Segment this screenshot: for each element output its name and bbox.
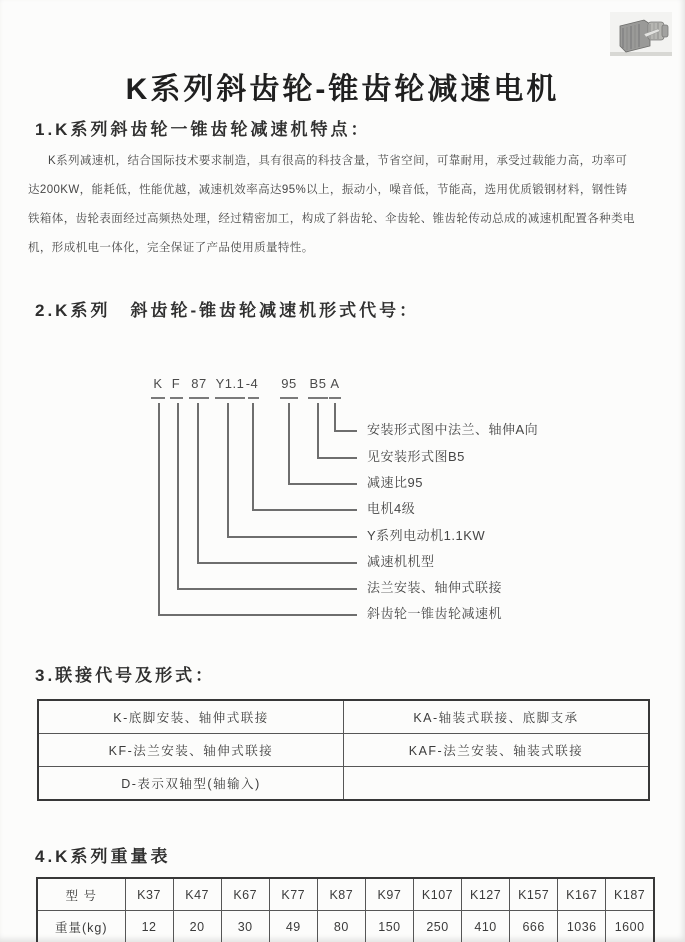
code-part-B5: B5 bbox=[309, 376, 327, 391]
leader-line bbox=[197, 562, 357, 564]
connection-cell: KF-法兰安装、轴伸式联接 bbox=[38, 734, 344, 767]
header-cell: K107 bbox=[413, 878, 461, 911]
weight-table bbox=[36, 877, 655, 942]
header-cell: K77 bbox=[269, 878, 317, 911]
header-cell: K97 bbox=[365, 878, 413, 911]
row-label-cell: 重量(kg) bbox=[37, 911, 125, 942]
leader-line bbox=[227, 403, 229, 536]
code-part-A: A bbox=[330, 376, 340, 391]
leader-line bbox=[158, 614, 357, 616]
callout-ratio-95: 减速比95 bbox=[367, 475, 423, 490]
connection-cell: K-底脚安装、轴伸式联接 bbox=[38, 700, 344, 734]
leader-line bbox=[317, 457, 357, 459]
callout-flange-mount: 法兰安装、轴伸式联接 bbox=[367, 580, 503, 595]
code-part-4: -4 bbox=[245, 376, 259, 391]
callout-motor-power: Y系列电动机1.1KW bbox=[367, 528, 486, 543]
header-cell: K127 bbox=[462, 878, 510, 911]
features-paragraph-line: 达200KW，能耗低，性能优越，减速机效率高达95%以上，振动小，噪音低，节能高，选用优质锻钢材料，钢性铸 bbox=[28, 184, 628, 196]
underline bbox=[170, 397, 183, 399]
weight-cell: 20 bbox=[173, 911, 221, 942]
header-cell: K187 bbox=[606, 878, 654, 911]
table-row bbox=[38, 767, 649, 801]
underline bbox=[151, 397, 165, 399]
leader-line bbox=[252, 403, 254, 509]
leader-line bbox=[177, 588, 357, 590]
leader-line bbox=[288, 403, 290, 483]
features-paragraph-line: 铁箱体，齿轮表面经过高频热处理，经过精密加工，构成了斜齿轮、伞齿轮、锥齿轮传动总成的减速机配置各种类电 bbox=[28, 213, 635, 225]
callout-motor-poles: 电机4级 bbox=[367, 501, 416, 516]
weight-cell: 250 bbox=[413, 911, 461, 942]
features-paragraph-line: 机，形成机电一体化，完全保证了产品使用质量特性。 bbox=[28, 242, 314, 254]
callout-mounting-flange-A: 安装形式图中法兰、轴伸A向 bbox=[367, 422, 539, 437]
header-cell: K47 bbox=[173, 878, 221, 911]
connection-cell bbox=[344, 767, 650, 801]
leader-line bbox=[158, 403, 160, 614]
weight-cell: 80 bbox=[317, 911, 365, 942]
code-part-F: F bbox=[171, 376, 181, 391]
weight-cell: 1036 bbox=[558, 911, 606, 942]
section2-heading: 2.K系列 斜齿轮-锥齿轮减速机形式代号： bbox=[35, 301, 420, 320]
underline bbox=[329, 397, 341, 399]
section4-heading: 4.K系列重量表 bbox=[35, 847, 171, 866]
table-header-row bbox=[37, 878, 654, 911]
underline bbox=[308, 397, 328, 399]
table-data-row bbox=[37, 911, 654, 942]
header-cell: K157 bbox=[510, 878, 558, 911]
weight-cell: 1600 bbox=[606, 911, 654, 942]
header-cell: K167 bbox=[558, 878, 606, 911]
weight-cell: 49 bbox=[269, 911, 317, 942]
underline bbox=[215, 397, 245, 399]
features-paragraph-line: K系列减速机，结合国际技术要求制造，具有很高的科技含量，节省空间，可靠耐用，承受过载能力高，功率可 bbox=[48, 155, 628, 167]
callout-reducer-size: 减速机机型 bbox=[367, 554, 435, 569]
leader-line bbox=[334, 403, 336, 430]
header-cell: K87 bbox=[317, 878, 365, 911]
section1-heading: 1.K系列斜齿轮一锥齿轮减速机特点： bbox=[35, 120, 371, 139]
underline bbox=[189, 397, 209, 399]
header-cell: K67 bbox=[221, 878, 269, 911]
code-part-Y1-1: Y1.1 bbox=[215, 376, 245, 391]
weight-cell: 30 bbox=[221, 911, 269, 942]
weight-cell: 666 bbox=[510, 911, 558, 942]
code-part-87: 87 bbox=[191, 376, 207, 391]
gearmotor-photo bbox=[610, 12, 672, 56]
callout-mounting-B5: 见安装形式图B5 bbox=[367, 449, 465, 464]
leader-line bbox=[288, 483, 357, 485]
underline bbox=[248, 397, 259, 399]
leader-line bbox=[177, 403, 179, 588]
section3-heading: 3.联接代号及形式： bbox=[35, 666, 216, 685]
leader-line bbox=[197, 403, 199, 562]
header-cell: K37 bbox=[125, 878, 173, 911]
leader-line bbox=[334, 430, 357, 432]
connection-code-table bbox=[37, 699, 650, 801]
connection-cell: D-表示双轴型(轴输入) bbox=[38, 767, 344, 801]
leader-line bbox=[252, 509, 357, 511]
header-cell: 型 号 bbox=[37, 878, 125, 911]
weight-cell: 12 bbox=[125, 911, 173, 942]
connection-cell: KA-轴装式联接、底脚支承 bbox=[344, 700, 650, 734]
callout-gear-type: 斜齿轮一锥齿轮减速机 bbox=[367, 606, 503, 621]
leader-line bbox=[317, 403, 319, 457]
weight-cell: 410 bbox=[462, 911, 510, 942]
weight-cell: 150 bbox=[365, 911, 413, 942]
table-row bbox=[38, 700, 649, 734]
code-part-95: 95 bbox=[281, 376, 297, 391]
page-title: K系列斜齿轮-锥齿轮减速电机 bbox=[125, 73, 560, 106]
table-row bbox=[38, 734, 649, 767]
connection-cell: KAF-法兰安装、轴装式联接 bbox=[344, 734, 650, 767]
gearmotor-icon bbox=[610, 12, 672, 56]
leader-line bbox=[227, 536, 357, 538]
underline bbox=[280, 397, 298, 399]
code-part-K: K bbox=[153, 376, 163, 391]
